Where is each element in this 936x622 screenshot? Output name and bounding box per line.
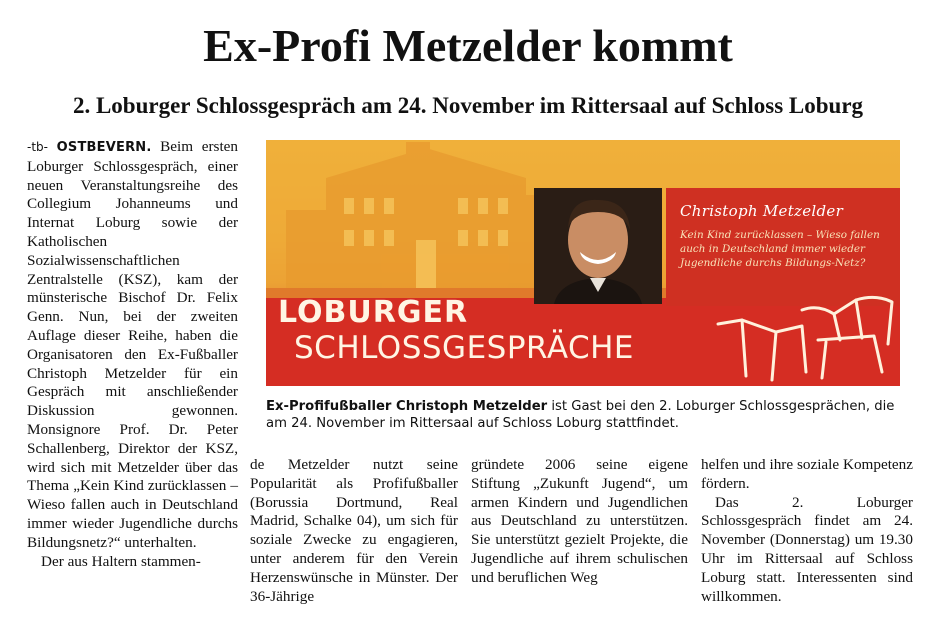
article-column-3 (471, 456, 688, 588)
caption-text: ist Gast bei den 2. Loburger Schlossgesprächen, die am 24. November im Rittersaal auf Schloss Loburg stattfindet. (266, 399, 895, 431)
topic-quote: Kein Kind zurücklassen – Wieso fallen auch in Deutschland immer wieder Jugendliche durchs Bildungs-Netz? (680, 229, 880, 269)
guest-name: Christoph Metzelder (680, 202, 844, 220)
article-column-4 (701, 456, 913, 606)
logo-line-1: LOBURGER (278, 295, 469, 330)
column-4-text: helfen und ihre soziale Kompetenz fördern. (701, 456, 913, 492)
dateline: OSTBEVERN. (56, 140, 152, 155)
logo-line-2: SCHLOSSGESPRÄCHE (294, 330, 635, 366)
event-info-paragraph: Das 2. Loburger Schlossgespräch findet am 24. November (Donnerstag) um 19.30 Uhr im Rittersaal auf Schloss Loburg statt. Interessenten sind willkommen. (701, 493, 913, 605)
byline: -tb- (27, 140, 48, 154)
lead-text: Beim ersten Loburger Schlossgespräch, einer neuen Veranstaltungsreihe des Collegium Johanneums und Internat Loburg sowie der Katholischen Sozialwissenschaftlichen Zentralstelle (KSZ), kam der münsterische Bischof Dr. Felix Genn. Nun, bei der zweiten Auflage dieser Reihe, haben die Organisatoren den Ex-Fußballer Christoph Metzelder für ein Gespräch mit anschließender Diskussion gewonnen. Monsignore Prof. Dr. Peter Schallenberg, Direktor der KSZ, wird sich mit Metzelder über das Thema „Kein Kind zurücklassen – Wieso fallen auch in Deutschland immer wieder Jugendliche durchs Bildungsnetz?“ unterhalten. (27, 138, 239, 551)
subheadline: 2. Loburger Schlossgespräch am 24. November im Rittersaal auf Schloss Loburg (72, 93, 864, 118)
column-2-text: de Metzelder nutzt seine Popularität als Profifußballer (Borussia Dortmund, Real Madrid, Schalke 04), um sich für soziale Zwecke zu engagieren, unter anderem für den Verein Herzenswünsche in Münster. Der 36-Jährige (250, 456, 458, 605)
article-column-1 (27, 138, 238, 571)
caption-bold: Ex-Profifußballer Christoph Metzelder (266, 399, 548, 414)
article-column-2 (250, 456, 458, 606)
person-icon (534, 188, 662, 304)
column-3-text: gründete 2006 seine eigene Stiftung „Zukunft Jugend“, um armen Kindern und Jugendlichen aus Deutschland zu unterstützen. Sie unterstützt gezielt Projekte, die Jugendliche auf ihrem schulischen und beruflichen Weg (471, 456, 688, 586)
headline: Ex-Profi Metzelder kommt (203, 20, 733, 71)
chairs-illustration (706, 280, 900, 386)
paragraph-start: Der aus Haltern stammen- (41, 552, 201, 570)
photo-caption (266, 398, 911, 432)
lead-paragraph (27, 138, 238, 553)
event-banner-photo (266, 140, 900, 386)
portrait-photo (534, 188, 662, 304)
